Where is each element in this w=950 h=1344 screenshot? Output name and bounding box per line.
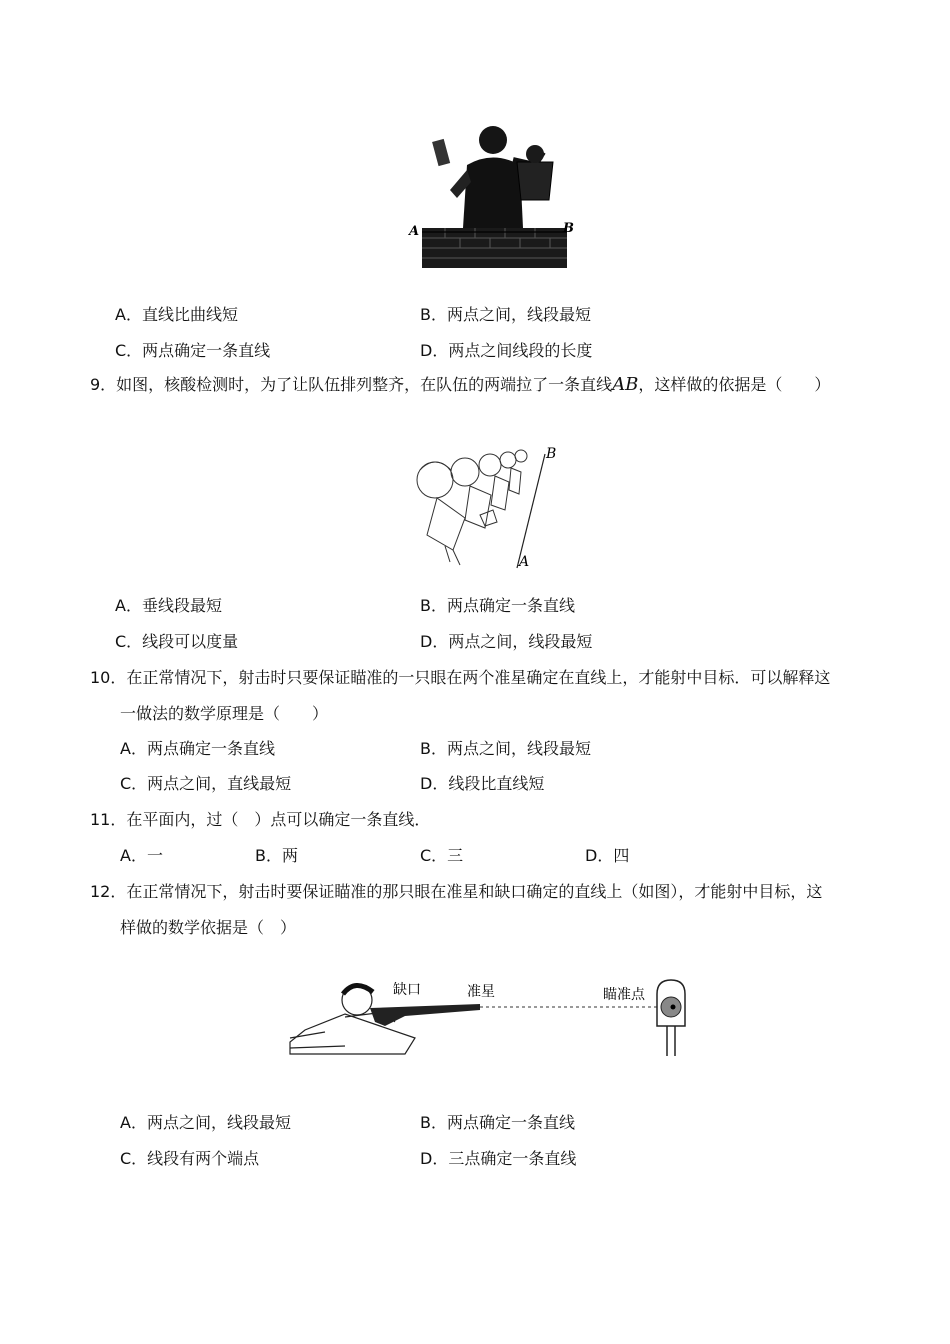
q8-option-a[interactable]: A．直线比曲线短	[115, 305, 238, 324]
q9-option-b[interactable]: B．两点确定一条直线	[420, 596, 575, 615]
q10-option-c[interactable]: C．两点之间，直线最短	[120, 774, 292, 793]
q10-stem-line2: 一做法的数学原理是（ ）	[120, 704, 329, 723]
q8-option-c[interactable]: C．两点确定一条直线	[115, 341, 271, 360]
point-b-label: B	[563, 221, 574, 236]
q11-option-d[interactable]: D．四	[585, 846, 630, 865]
q11-option-c[interactable]: C．三	[420, 846, 464, 865]
aim-point-label: 瞄准点	[603, 987, 645, 1003]
q12-option-c[interactable]: C．线段有两个端点	[120, 1149, 260, 1168]
shooter-figure	[285, 972, 705, 1062]
q12-option-d[interactable]: D．三点确定一条直线	[420, 1149, 577, 1168]
q10-option-d[interactable]: D．线段比直线短	[420, 774, 545, 793]
queue-figure	[405, 440, 565, 575]
q9-option-c[interactable]: C．线段可以度量	[115, 632, 239, 651]
q9-line-ab: AB	[612, 374, 639, 395]
front-sight-label: 准星	[467, 984, 495, 1000]
q9-option-a[interactable]: A．垂线段最短	[115, 596, 222, 615]
q11-option-a[interactable]: A．一	[120, 846, 163, 865]
q11-stem: 11．在平面内，过（ ）点可以确定一条直线．	[90, 810, 431, 829]
q9-stem	[90, 372, 830, 395]
q10-stem-line1: 10．在正常情况下，射击时只要保证瞄准的一只眼在两个准星确定在直线上，才能射中目标．可以解释这	[90, 668, 831, 687]
point-a-label: A	[409, 224, 420, 239]
q12-option-b[interactable]: B．两点确定一条直线	[420, 1113, 575, 1132]
q9-stem-text: 9．如图，核酸检测时，为了让队伍排列整齐，在队伍的两端拉了一条直线	[90, 375, 613, 394]
q8-option-b[interactable]: B．两点之间，线段最短	[420, 305, 591, 324]
q12-stem-line2: 样做的数学依据是（ ）	[120, 918, 297, 937]
q10-option-b[interactable]: B．两点之间，线段最短	[420, 739, 591, 758]
notch-label: 缺口	[393, 982, 421, 998]
q11-option-b[interactable]: B．两	[255, 846, 298, 865]
q10-option-a[interactable]: A．两点确定一条直线	[120, 739, 275, 758]
q9-stem-tail: ，这样做的依据是（ ）	[638, 375, 831, 394]
bricklayer-figure	[405, 120, 585, 275]
q8-option-d[interactable]: D．两点之间线段的长度	[420, 341, 593, 360]
point-a-label: A	[519, 554, 530, 570]
q12-option-a[interactable]: A．两点之间，线段最短	[120, 1113, 291, 1132]
point-b-label: B	[546, 446, 557, 462]
q12-stem-line1: 12．在正常情况下，射击时要保证瞄准的那只眼在准星和缺口确定的直线上（如图），才能射中目标，这	[90, 882, 823, 901]
q9-option-d[interactable]: D．两点之间，线段最短	[420, 632, 593, 651]
